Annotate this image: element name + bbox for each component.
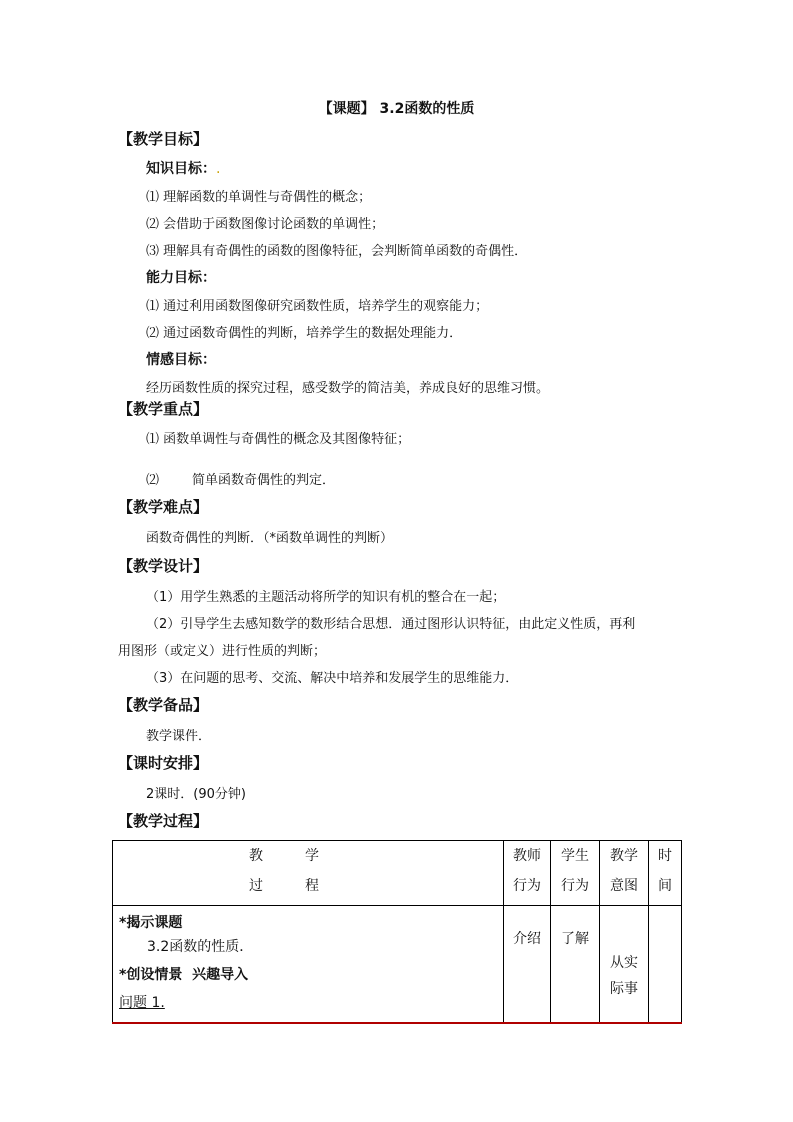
header-intent-line1: 教学 [610,848,638,864]
heading-process: 【教学过程】 [118,812,209,830]
schedule-text: 2课时．(90分钟) [146,787,246,802]
prep-text: 教学课件． [146,729,212,744]
student-action-cell [551,906,600,1024]
intent-line1: 从实 [610,955,638,971]
knowledge-goal-dot: . [216,161,221,177]
design-item-2: （2）引导学生去感知数学的数形结合思想．通过图形认识特征，由此定义性质，再利 [146,617,636,632]
header-char-jiao: 教 [249,848,263,864]
time-cell [649,906,682,1024]
header-teacher-line1: 教师 [513,848,541,864]
knowledge-item-1: ⑴ 理解函数的单调性与奇偶性的概念； [146,190,372,205]
header-student-line2: 行为 [561,878,589,894]
header-intent-cell [600,841,649,906]
teacher-action: 介绍 [513,931,541,947]
topic-text: 3.2函数的性质． [147,939,254,955]
header-char-guo: 过 [249,878,263,894]
process-table [112,840,682,1024]
design-item-1: （1）用学生熟悉的主题活动将所学的知识有机的整合在一起； [146,590,506,605]
ability-item-2: ⑵ 通过函数奇偶性的判断，培养学生的数据处理能力． [146,326,463,341]
header-char-xue: 学 [305,848,319,864]
key-point-2: ⑵ 简单函数奇偶性的判定． [146,473,336,488]
emotion-goal-label: 情感目标： [146,352,216,368]
heading-schedule: 【课时安排】 [118,754,209,772]
header-teacher-line2: 行为 [513,878,541,894]
knowledge-item-2: ⑵ 会借助于函数图像讨论函数的单调性； [146,217,385,232]
reveal-title: *揭示课题 [119,915,183,931]
ability-goal-label: 能力目标： [146,270,216,286]
header-intent-line2: 意图 [610,878,638,894]
table-header-row [113,841,682,906]
header-teacher-cell [504,841,551,906]
process-content-cell [113,906,504,1024]
difficulty-text: 函数奇偶性的判断．（*函数单调性的判断） [146,531,394,546]
header-process-cell [113,841,504,906]
page-title: 【课题】 3.2函数的性质 [318,101,475,117]
teacher-action-cell [504,906,551,1024]
header-char-cheng: 程 [305,878,319,894]
header-time-cell [649,841,682,906]
student-action: 了解 [561,931,589,947]
header-student-cell [551,841,600,906]
question-1: 问题 1. [119,995,165,1011]
heading-key-points: 【教学重点】 [118,400,209,418]
create-scenario-title: *创设情景 兴趣导入 [119,967,249,983]
intent-cell [600,906,649,1024]
ability-item-1: ⑴ 通过利用函数图像研究函数性质，培养学生的观察能力； [146,299,489,314]
header-student-line1: 学生 [561,848,589,864]
heading-prep: 【教学备品】 [118,696,209,714]
knowledge-item-3: ⑶ 理解具有奇偶性的函数的图像特征，会判断简单函数的奇偶性． [146,244,528,259]
knowledge-goal-label [146,158,220,178]
table-row [113,906,682,1024]
design-item-3: （3）在问题的思考、交流、解决中培养和发展学生的思维能力． [146,671,519,686]
heading-difficulty: 【教学难点】 [118,498,209,516]
knowledge-goal-label-text: 知识目标： [146,161,216,177]
key-point-1: ⑴ 函数单调性与奇偶性的概念及其图像特征； [146,432,411,447]
design-item-2-cont: 用图形（或定义）进行性质的判断； [118,644,327,659]
intent-line2: 际事 [610,981,638,997]
heading-goals: 【教学目标】 [118,130,209,148]
header-time-line2: 间 [658,878,672,894]
header-time-line1: 时 [658,848,672,864]
heading-design: 【教学设计】 [118,557,209,575]
emotion-goal-text: 经历函数性质的探究过程，感受数学的简洁美，养成良好的思维习惯。 [146,381,550,396]
